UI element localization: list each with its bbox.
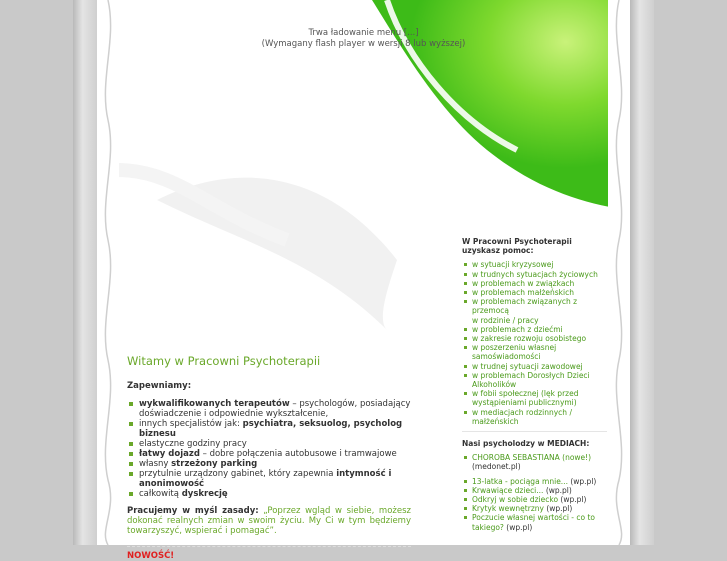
help-link[interactable]: w problemach z dziećmi <box>472 325 607 334</box>
list-item: całkowitą dyskrecję <box>139 489 411 499</box>
help-link[interactable]: w trudnych sytuacjach życiowych <box>472 270 607 279</box>
right-frame-border <box>630 0 654 545</box>
section-subtitle: Zapewniamy: <box>127 381 192 391</box>
help-link[interactable]: w problemach w związkach <box>472 279 607 288</box>
left-frame-border <box>73 0 97 545</box>
list-item: przytulnie urządzony gabinet, który zapewnia intymność i anonimowość <box>139 469 411 489</box>
help-link[interactable]: w trudnej sytuacji zawodowej <box>472 362 607 371</box>
help-link[interactable]: w problemach Dorosłych Dzieci Alkoholików <box>472 371 607 389</box>
main-content <box>127 356 411 561</box>
divider <box>127 546 411 547</box>
list-item: elastyczne godziny pracy <box>139 439 411 449</box>
help-link[interactable]: w mediacjach rodzinnych / małżeńskich <box>472 408 607 426</box>
divider <box>462 431 607 432</box>
media-link[interactable]: Poczucie własnej wartości - co to takiego? (wp.pl) <box>472 513 607 531</box>
help-list <box>462 260 607 426</box>
help-link[interactable]: w sytuacji kryzysowej <box>472 260 607 269</box>
help-link[interactable]: w zakresie rozwoju osobistego <box>472 334 607 343</box>
media-link[interactable]: CHOROBA SEBASTIANA (nowe!) (medonet.pl) <box>472 453 607 471</box>
media-title: Nasi psycholodzy w MEDIACH: <box>462 439 590 449</box>
motto-text: „Poprzez wgląd w siebie, możesz dokonać realnych zmian w swoim życiu. My Ci w tym będziemy towarzyszyć, wspierać i pomagać”. <box>127 506 411 536</box>
features-list <box>127 399 411 499</box>
media-link[interactable]: Odkryj w sobie dziecko (wp.pl) <box>472 495 607 504</box>
flash-line-2: (Wymagany flash player w wersji 8 lub wyższej) <box>261 39 466 49</box>
page-content <box>97 0 630 561</box>
help-link[interactable]: w problemach małżeńskich <box>472 288 607 297</box>
media-link[interactable]: Krytyk wewnętrzny (wp.pl) <box>472 504 607 513</box>
help-link[interactable]: w poszerzeniu własnej samoświadomości <box>472 343 607 361</box>
sidebar <box>462 237 607 532</box>
left-ornament <box>97 0 119 545</box>
media-link[interactable]: Krwawiące dzieci... (wp.pl) <box>472 486 607 495</box>
page-title: Witamy w Pracowni Psychoterapii <box>127 354 321 368</box>
news-heading: NOWOŚĆ! <box>127 551 175 561</box>
list-item: łatwy dojazd – dobre połączenia autobusowe i tramwajowe <box>139 449 411 459</box>
motto-paragraph <box>127 506 411 536</box>
help-link[interactable]: w fobii społecznej (lęk przed wystąpieniami publicznymi) <box>472 389 607 407</box>
help-link[interactable]: w problemach związanych z przemocą w rodzinie / pracy <box>472 297 607 325</box>
flash-line-1: Trwa ładowanie menu [...] <box>308 28 419 38</box>
list-item: własny strzeżony parking <box>139 459 411 469</box>
media-link[interactable]: 13-latka - pociąga mnie... (wp.pl) <box>472 477 607 486</box>
media-list <box>462 453 607 532</box>
flash-loading-message <box>97 28 630 50</box>
list-item: wykwalifikowanych terapeutów – psychologów, posiadający doświadczenie i odpowiednie wykształcenie, <box>139 399 411 419</box>
list-item: innych specjalistów jak: psychiatra, seksuolog, psycholog biznesu <box>139 419 411 439</box>
motto-label: Pracujemy w myśl zasady: <box>127 506 259 516</box>
help-title: W Pracowni Psychoterapii uzyskasz pomoc: <box>462 237 572 256</box>
right-ornament <box>608 0 630 545</box>
